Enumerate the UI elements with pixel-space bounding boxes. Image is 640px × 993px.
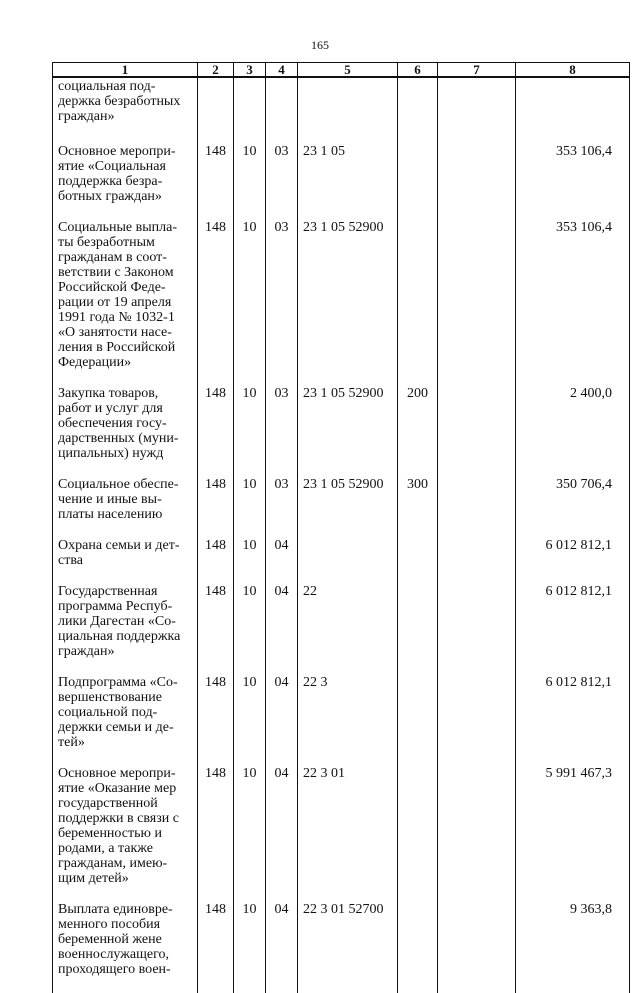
row-col3-cell: 10	[234, 386, 266, 477]
row-code-cell: 23 1 05	[298, 144, 398, 220]
row-col7-cell	[438, 675, 516, 766]
column-header: 2	[198, 63, 234, 78]
row-col4-cell: 04	[266, 675, 298, 766]
budget-table	[52, 62, 630, 993]
table-row	[53, 766, 630, 902]
row-col6-cell	[398, 584, 438, 675]
row-code-cell: 23 1 05 52900	[298, 220, 398, 386]
row-code-cell: 23 1 05 52900	[298, 386, 398, 477]
row-col3-cell: 10	[234, 538, 266, 584]
row-col2-cell: 148	[198, 144, 234, 220]
table-row	[53, 902, 630, 993]
table-header-row	[53, 63, 630, 78]
row-code-cell	[298, 538, 398, 584]
row-col3-cell: 10	[234, 902, 266, 993]
row-col2-cell: 148	[198, 766, 234, 902]
row-code-cell: 22 3 01	[298, 766, 398, 902]
row-col6-cell	[398, 220, 438, 386]
row-col6-cell	[398, 144, 438, 220]
table-row	[53, 477, 630, 538]
row-col4-cell	[266, 77, 298, 144]
column-header: 8	[516, 63, 630, 78]
row-code-cell: 22 3 01 52700	[298, 902, 398, 993]
row-name-cell: Подпрограмма «Со- вершенствование социальной под- держки семьи и де- тей»	[53, 675, 198, 766]
row-name-cell: Закупка товаров, работ и услуг для обеспечения госу- дарственных (муни- ципальных) нужд	[53, 386, 198, 477]
row-col7-cell	[438, 902, 516, 993]
row-name-cell: Охрана семьи и дет- ства	[53, 538, 198, 584]
row-col7-cell	[438, 477, 516, 538]
column-header: 5	[298, 63, 398, 78]
row-col6-cell	[398, 902, 438, 993]
row-col7-cell	[438, 538, 516, 584]
row-col4-cell: 04	[266, 766, 298, 902]
row-amount-cell: 353 106,4	[516, 220, 630, 386]
table-row	[53, 220, 630, 386]
column-header: 7	[438, 63, 516, 78]
row-name-cell: Выплата единовре- менного пособия беременной жене военнослужащего, проходящего воен-	[53, 902, 198, 993]
row-amount-cell: 5 991 467,3	[516, 766, 630, 902]
row-amount-cell: 6 012 812,1	[516, 584, 630, 675]
row-col4-cell: 03	[266, 144, 298, 220]
row-col3-cell: 10	[234, 766, 266, 902]
column-header: 1	[53, 63, 198, 78]
row-col7-cell	[438, 386, 516, 477]
row-col6-cell: 300	[398, 477, 438, 538]
row-name-cell: Социальное обеспе- чение и иные вы- платы населению	[53, 477, 198, 538]
row-col6-cell: 200	[398, 386, 438, 477]
row-code-cell: 23 1 05 52900	[298, 477, 398, 538]
row-col3-cell: 10	[234, 675, 266, 766]
row-amount-cell: 2 400,0	[516, 386, 630, 477]
table-body	[53, 77, 630, 993]
row-col4-cell: 04	[266, 584, 298, 675]
row-col7-cell	[438, 220, 516, 386]
row-col6-cell	[398, 77, 438, 144]
page-number: 165	[311, 38, 329, 52]
row-name-cell: Основное меропри- ятие «Оказание мер государственной поддержки в связи с беременностью и родами, а также гражданам, имею- щим детей»	[53, 766, 198, 902]
row-name-cell: Государственная программа Респуб- лики Дагестан «Со- циальная поддержка граждан»	[53, 584, 198, 675]
row-code-cell: 22 3	[298, 675, 398, 766]
row-amount-cell: 6 012 812,1	[516, 538, 630, 584]
row-name-cell: Социальные выпла- ты безработным гражданам в соот- ветствии с Законом Российской Феде- рации от 19 апреля 1991 года № 1032-1 «О занятости насе- ления в Российской Федерации»	[53, 220, 198, 386]
row-col3-cell	[234, 77, 266, 144]
row-amount-cell: 9 363,8	[516, 902, 630, 993]
table-row	[53, 144, 630, 220]
column-header: 6	[398, 63, 438, 78]
table-row	[53, 538, 630, 584]
row-col4-cell: 04	[266, 902, 298, 993]
row-col7-cell	[438, 584, 516, 675]
row-name-cell: социальная под- держка безработных граждан»	[53, 77, 198, 144]
row-col2-cell: 148	[198, 538, 234, 584]
row-amount-cell	[516, 77, 630, 144]
column-header: 4	[266, 63, 298, 78]
row-amount-cell: 350 706,4	[516, 477, 630, 538]
row-code-cell	[298, 77, 398, 144]
row-col7-cell	[438, 766, 516, 902]
row-col4-cell: 03	[266, 220, 298, 386]
row-col2-cell: 148	[198, 902, 234, 993]
row-col2-cell: 148	[198, 386, 234, 477]
row-col2-cell: 148	[198, 675, 234, 766]
table-row	[53, 77, 630, 144]
row-col3-cell: 10	[234, 477, 266, 538]
row-col6-cell	[398, 766, 438, 902]
table-row	[53, 584, 630, 675]
row-col7-cell	[438, 144, 516, 220]
row-col6-cell	[398, 538, 438, 584]
row-col4-cell: 04	[266, 538, 298, 584]
row-code-cell: 22	[298, 584, 398, 675]
row-col7-cell	[438, 77, 516, 144]
table-row	[53, 675, 630, 766]
row-col6-cell	[398, 675, 438, 766]
row-name-cell: Основное меропри- ятие «Социальная поддержка безра- ботных граждан»	[53, 144, 198, 220]
row-col4-cell: 03	[266, 386, 298, 477]
row-col2-cell	[198, 77, 234, 144]
row-col3-cell: 10	[234, 220, 266, 386]
row-col3-cell: 10	[234, 584, 266, 675]
table-row	[53, 386, 630, 477]
row-col2-cell: 148	[198, 477, 234, 538]
row-amount-cell: 353 106,4	[516, 144, 630, 220]
row-col2-cell: 148	[198, 584, 234, 675]
row-col4-cell: 03	[266, 477, 298, 538]
column-header: 3	[234, 63, 266, 78]
row-amount-cell: 6 012 812,1	[516, 675, 630, 766]
row-col2-cell: 148	[198, 220, 234, 386]
row-col3-cell: 10	[234, 144, 266, 220]
